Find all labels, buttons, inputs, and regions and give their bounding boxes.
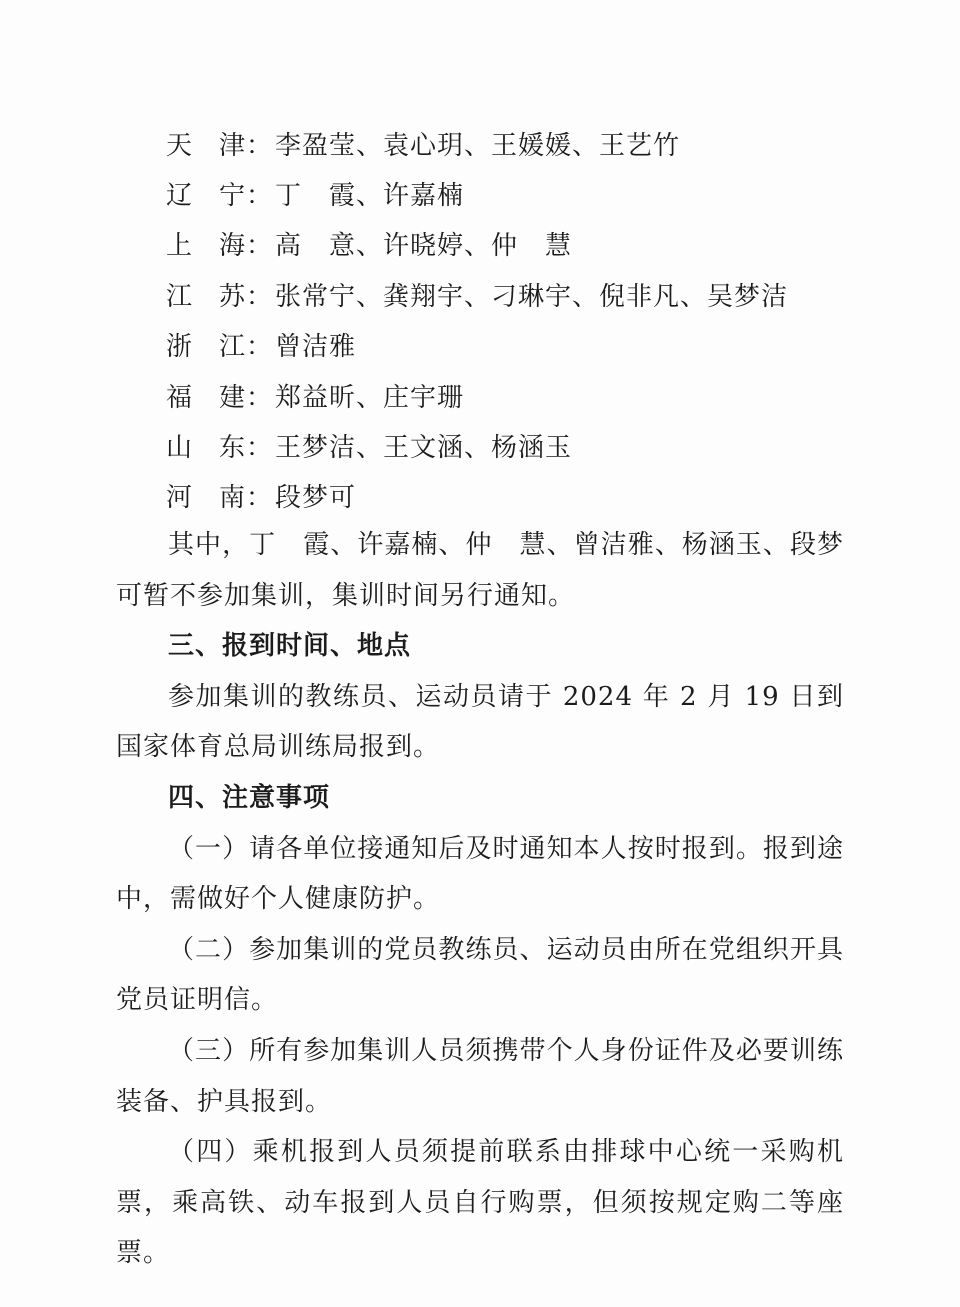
region-label: 山东 [166, 433, 246, 464]
colon: ： [246, 382, 274, 413]
athlete-names: 张常宁、龚翔宇、刁琳宇、倪非凡、吴梦洁 [275, 281, 789, 312]
region-label: 辽宁 [166, 181, 246, 212]
note-item: （三）所有参加集训人员须携带个人身份证件及必要训练装备、护具报到。 [116, 1035, 844, 1117]
note-item: （二）参加集训的党员教练员、运动员由所在党组织开具党员证明信。 [116, 934, 844, 1016]
roster-row [166, 420, 886, 470]
athlete-names: 王梦洁、王文涵、杨涵玉 [275, 433, 573, 464]
colon: ： [246, 231, 274, 262]
region-label: 浙江 [166, 332, 246, 363]
athlete-names: 丁 霞、许嘉楠 [275, 181, 465, 212]
athlete-names: 李盈莹、袁心玥、王媛媛、王艺竹 [275, 130, 681, 161]
roster-row [166, 471, 886, 521]
colon: ： [246, 130, 274, 161]
roster-row [166, 118, 886, 168]
roster-list [166, 118, 886, 521]
document-body [116, 520, 844, 1279]
absent-note: 其中，丁 霞、许嘉楠、仲 慧、曾洁雅、杨涵玉、段梦可暂不参加集训，集训时间另行通知。 [116, 530, 844, 611]
athlete-names: 段梦可 [275, 483, 357, 514]
report-time-paragraph: 参加集训的教练员、运动员请于 2024 年 2 月 19 日到国家体育总局训练局报到。 [116, 681, 844, 763]
athlete-names: 高 意、许晓婷、仲 慧 [275, 231, 573, 262]
note-item: （四）乘机报到人员须提前联系由排球中心统一采购机票，乘高铁、动车报到人员自行购票，但须按规定购二等座票。 [116, 1137, 844, 1269]
region-label: 福建 [166, 382, 246, 413]
roster-row [166, 219, 886, 269]
region-label: 江苏 [166, 281, 246, 312]
roster-row [166, 370, 886, 420]
colon: ： [246, 281, 274, 312]
region-label: 天津 [166, 130, 246, 161]
region-label: 上海 [166, 231, 246, 262]
colon: ： [246, 483, 274, 514]
roster-row [166, 269, 886, 319]
roster-row [166, 168, 886, 218]
athlete-names: 郑益昕、庄宇珊 [275, 382, 465, 413]
note-item: （一）请各单位接通知后及时通知本人按时报到。报到途中，需做好个人健康防护。 [116, 833, 844, 915]
colon: ： [246, 181, 274, 212]
region-label: 河南 [166, 483, 246, 514]
section-heading-notes: 四、注意事项 [168, 782, 331, 813]
section-heading-report-time: 三、报到时间、地点 [168, 631, 412, 662]
athlete-names: 曾洁雅 [275, 332, 357, 363]
colon: ： [246, 332, 274, 363]
colon: ： [246, 433, 274, 464]
roster-row [166, 320, 886, 370]
